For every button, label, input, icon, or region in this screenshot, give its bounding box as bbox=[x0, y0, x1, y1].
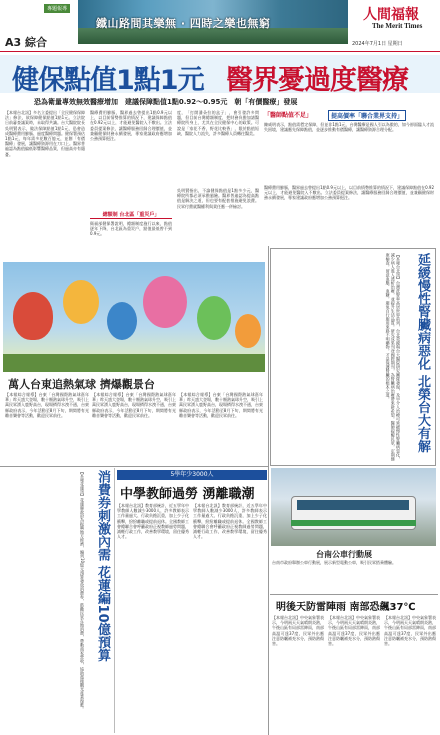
sidebar-label: 「醫師點值不足」 bbox=[264, 112, 313, 119]
mid-box bbox=[90, 210, 172, 260]
balloon-title: 萬人台東追熱氣球 擠爆觀景台 bbox=[8, 378, 155, 391]
issue-date: 2024年7月1日 星期日 bbox=[352, 41, 403, 47]
divider bbox=[270, 594, 438, 595]
article1-col6: 醫療費用膨脹，醫界過去曾提出1點0.9元以上，以目前情勢推算的情況下，建議保障點值在0.92元以上，才能避免醫院入不敷出。立法委員提案修法，讓醫療服務回歸合理價值，並兼顧健保財務永續發展，專家建議政府應增加公務預算挹注。 bbox=[264, 185, 434, 201]
article1-col5: 陳威明表示，點值需穩定保障，但並非1點1元，台灣醫療是國人引以為傲的，如今卻面臨人才流失困境，建議應先保障點值，並逐步推動有價醫療，讓醫療資源合理分配。 bbox=[264, 122, 434, 133]
heat-text-2: 【本報台北訊】中央氣象署表示，今明兩天天氣晴朗炎熱，午後山區有局部雷陣雨，南部高溫可達37度，民眾外出應注意防曬補充水分，預防熱傷害。 bbox=[328, 615, 380, 647]
bus-text: 台南市政府舉辦公車行動展，展示新型電動公車，吸引民眾搭乘體驗。 bbox=[272, 560, 396, 565]
bus-caption: 台南公車行動展 bbox=[316, 550, 372, 559]
heat-title: 明後天防雷陣雨 南部恐飆37℃ bbox=[276, 602, 416, 613]
header-banner bbox=[78, 0, 348, 44]
section-label: A3 綜合 bbox=[5, 36, 47, 49]
kidney-text: 【本報台北訊】台灣洗腎率高居世界前列，台北榮總與台大醫院研究團隊發現，及早介入治療可延緩慢性腎臟病惡化，減少病人進入透析治療，並提升生活品質。研究成果刊登國際期刊，為腎臟病治療帶來新希望。醫師提醒民眾，定期健康檢查，留意血壓、血糖，避免自行服用來路不明藥物，才是保護腎臟的根本之道。 bbox=[385, 253, 401, 461]
banner-text: 鐵山路間其樂無 · 四時之樂也無窮 bbox=[96, 17, 271, 30]
coupon-text: 【本報花蓮訊】花蓮縣政府為振興地方經濟，編列10億元預算發放消費券，鼓勵民眾在地消費，帶動商家營收，協助震後觀光產業復甦。 bbox=[80, 470, 85, 712]
balloon-text-2: 【本報綜合報導】台東「台灣國際熱氣球嘉年華」昨天盛大登場，數十顆熱氣球升空，吸引上萬民眾湧入鹿野高台，現場擠得水洩不通，台東縣政府表示，今年活動至8月下旬，期間將有光雕音樂會等活動，歡迎民眾前往。 bbox=[92, 392, 176, 418]
headline-left: 健保點值1點1元 bbox=[12, 65, 204, 96]
coupon-title: 消費券刺激內需 花蓮編10億預算 bbox=[95, 470, 110, 662]
heat-text-3: 【本報台北訊】中央氣象署表示，今明兩天天氣晴朗炎熱，午後山區有局部雷陣雨，南部高溫可達37度，民眾外出應注意防曬補充水分，預防熱傷害。 bbox=[384, 615, 436, 647]
teacher-tag: 5學年少3000人 bbox=[117, 470, 267, 480]
sidebar-sub: 提高價率「聯合業界支持」 bbox=[328, 110, 406, 121]
article1-col1: 【本報台北訊】多名立委提出「全民健保保障法」修法，欲保障健保點值1點1元。立法院日前審查議案時，未取得共識。台大醫院院長吳明賢表示，做法保障點值1點1元，恐會造成醫療費用膨脹、過度醫療問題。健保署預估1點1元，每年需多花數百億元，並創「有價醫療」發展，讓醫療資源用在刀口上。醫界普遍認為點值偏低影響醫療品質，但過高亦有隱憂。 bbox=[5, 110, 85, 157]
newspaper-logo: 人間福報 bbox=[363, 7, 419, 23]
teacher-text-2: 【本報台北訊】教育部統計，近五學年中學教師人數減少3000人，許多教師表示工作量過大、行政負擔沉重，加上少子化衝擊，紛紛離職或提前退休。全國教師工會總聯合會呼籲政府正視教師過勞問題，減輕行政工作，改善教學環境，留住優秀人才。 bbox=[193, 503, 267, 540]
kidney-box bbox=[270, 248, 436, 466]
headline-right: 醫界憂過度醫療 bbox=[226, 65, 408, 96]
teacher-text-1: 【本報台北訊】教育部統計，近五學年中學教師人數減少3000人，許多教師表示工作量過大、行政負擔沉重，加上少子化衝擊，紛紛離職或提前退休。全國教師工會總聯合會呼籲政府正視教師過勞問題，減輕行政工作，改善教學環境，留住優秀人才。 bbox=[117, 503, 189, 540]
header-rule bbox=[0, 51, 440, 52]
divider bbox=[268, 246, 269, 735]
mid-box-label: 總額制 台北區「重災戶」 bbox=[90, 210, 172, 219]
mid-box-text: 衛福部健保署說明，總額制度施行以來，點值逐年下降，台北區為重災戶，點值最低曾不到0.9元。 bbox=[90, 221, 172, 237]
divider bbox=[0, 466, 268, 467]
balloon-photo bbox=[3, 262, 265, 372]
kidney-title: 延緩慢性腎臟病惡化 北榮台大有解 bbox=[415, 253, 430, 453]
section-badge: 專題報導 bbox=[44, 4, 70, 13]
headline-sub: 恐為衛量專效無效醫療增加 建議保障點值1點0.92～0.95元 朝「有價醫療」發展 bbox=[34, 98, 298, 106]
article1-col4: 吳明賢指出，不論健保點值是1點多少元，醫療院所都必須承擔風險。醫界普遍認為提高點值是解決之道，但也要有配套措施避免浪費。民眾付費就醫權利與責任應一併檢討。 bbox=[177, 188, 259, 209]
divider bbox=[114, 468, 115, 733]
teacher-title: 中學教師過勞 湧離職潮 bbox=[120, 487, 255, 502]
bus-photo bbox=[271, 468, 436, 546]
header bbox=[0, 0, 440, 52]
balloon-text-3: 【本報綜合報導】台東「台灣國際熱氣球嘉年華」昨天盛大登場，數十顆熱氣球升空，吸引上萬民眾湧入鹿野高台，現場擠得水洩不通，台東縣政府表示，今年活動至8月下旬，期間將有光雕音樂會等活動，歡迎民眾前往。 bbox=[179, 392, 263, 418]
balloon-text-1: 【本報綜合報導】台東「台灣國際熱氣球嘉年華」昨天盛大登場，數十顆熱氣球升空，吸引上萬民眾湧入鹿野高台，現場擠得水洩不通，台東縣政府表示，今年活動至8月下旬，期間將有光雕音樂會等活動，歡迎民眾前往。 bbox=[5, 392, 89, 418]
headline-block bbox=[0, 55, 440, 96]
newspaper-subtitle: The Merit Times bbox=[372, 22, 423, 30]
heat-text-1: 【本報台北訊】中央氣象署表示，今明兩天天氣晴朗炎熱，午後山區有局部雷陣雨，南部高溫可達37度，民眾外出應注意防曬補充水分，預防熱傷害。 bbox=[272, 615, 324, 647]
article1-col3: 度，「打開潘朵拉的盒子」，會引發許多問題，但目前台灣總額制度，把財務負擔加諸醫療院所身上，尤其在全民健保中心的政策。可說是「家花不香，野花比較香」，限於點值短缺，醫院人力流失，許多醫療人員轉往醫美。 bbox=[177, 110, 259, 136]
article1-col2: 醫療費用膨脹，醫界過去曾提出1點0.9元以上，以目前情勢推算的情況下，建議保障點值在0.92元以上，才能避免醫院入不敷出。立法委員提案修法，讓醫療服務回歸合理價值，並兼顧健保財務永續發展，專家建議政府應增加公務預算挹注。 bbox=[90, 110, 172, 142]
